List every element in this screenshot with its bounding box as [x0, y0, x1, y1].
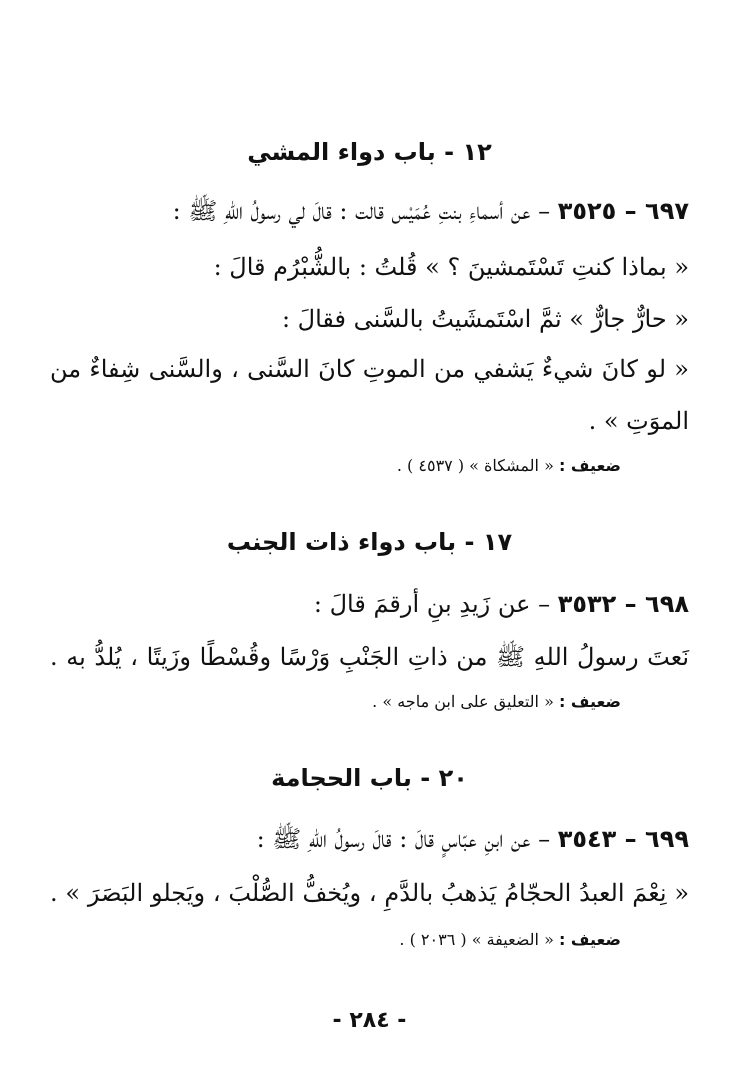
grade-source: « المشكاة » ( ٤٥٣٧ ) . — [396, 456, 554, 475]
grade-source: « التعليق على ابن ماجه » . — [372, 692, 554, 711]
hadith-text: – عن أسماءِ بنتِ عُمَيْس قالت : قالَ لي رسولُ اللهِ ﷺ : — [172, 197, 551, 225]
grade-note-697 — [397, 456, 621, 475]
hadith-698-line-1 — [50, 587, 689, 621]
grade-note-699 — [399, 930, 621, 949]
hadith-699-line-1 — [50, 822, 689, 856]
hadith-697-line-4: « لو كانَ شيءٌ يَشفي من الموتِ كانَ السَّنى ، والسَّنى شِفاءٌ من — [50, 355, 689, 383]
grade-label: ضعيف : — [558, 930, 621, 949]
hadith-text: – عن زَيدِ بنِ أرقمَ قالَ : — [313, 590, 551, 618]
hadith-699-line-2: « نِعْمَ العبدُ الحجّامُ يَذهبُ بالدَّمِ ، ويُخفُّ الصُّلْبَ ، ويَجلو البَصَرَ » . — [50, 879, 689, 907]
hadith-number: ٦٩٧ – ٣٥٢٥ — [557, 197, 689, 225]
page-number: - ٢٨٤ - — [332, 1008, 407, 1033]
grade-label: ضعيف : — [558, 456, 621, 475]
grade-note-698 — [372, 692, 621, 711]
grade-label: ضعيف : — [558, 692, 621, 711]
grade-source: « الضعيفة » ( ٢٠٣٦ ) . — [399, 930, 554, 949]
hadith-698-line-2: نَعتَ رسولُ اللهِ ﷺ من ذاتِ الجَنْبِ وَرْسًا وقُسْطًا وزَيتًا ، يُلدُّ به . — [50, 643, 689, 671]
hadith-number: ٦٩٨ – ٣٥٣٢ — [557, 590, 689, 618]
hadith-number: ٦٩٩ – ٣٥٤٣ — [557, 825, 689, 853]
hadith-697-line-5: الموَتِ » . — [588, 407, 689, 435]
hadith-697-line-2: « بماذا كنتِ تَسْتَمشينَ ؟ » قُلتُ : بالشُّبْرُم قالَ : — [213, 253, 689, 281]
section-heading-12: ١٢ - باب دواء المشي — [247, 138, 492, 166]
hadith-697-line-1 — [50, 194, 689, 228]
section-heading-17: ١٧ - باب دواء ذات الجنب — [226, 528, 513, 556]
hadith-text: – عن ابنِ عبّاسٍ قالَ : قالَ رسولُ اللهِ ﷺ : — [256, 825, 551, 853]
hadith-697-line-3: « حارٌّ جارٌّ » ثمَّ اسْتَمشَيتُ بالسَّنى فقالَ : — [281, 305, 689, 333]
section-heading-20: ٢٠ - باب الحجامة — [271, 764, 468, 792]
